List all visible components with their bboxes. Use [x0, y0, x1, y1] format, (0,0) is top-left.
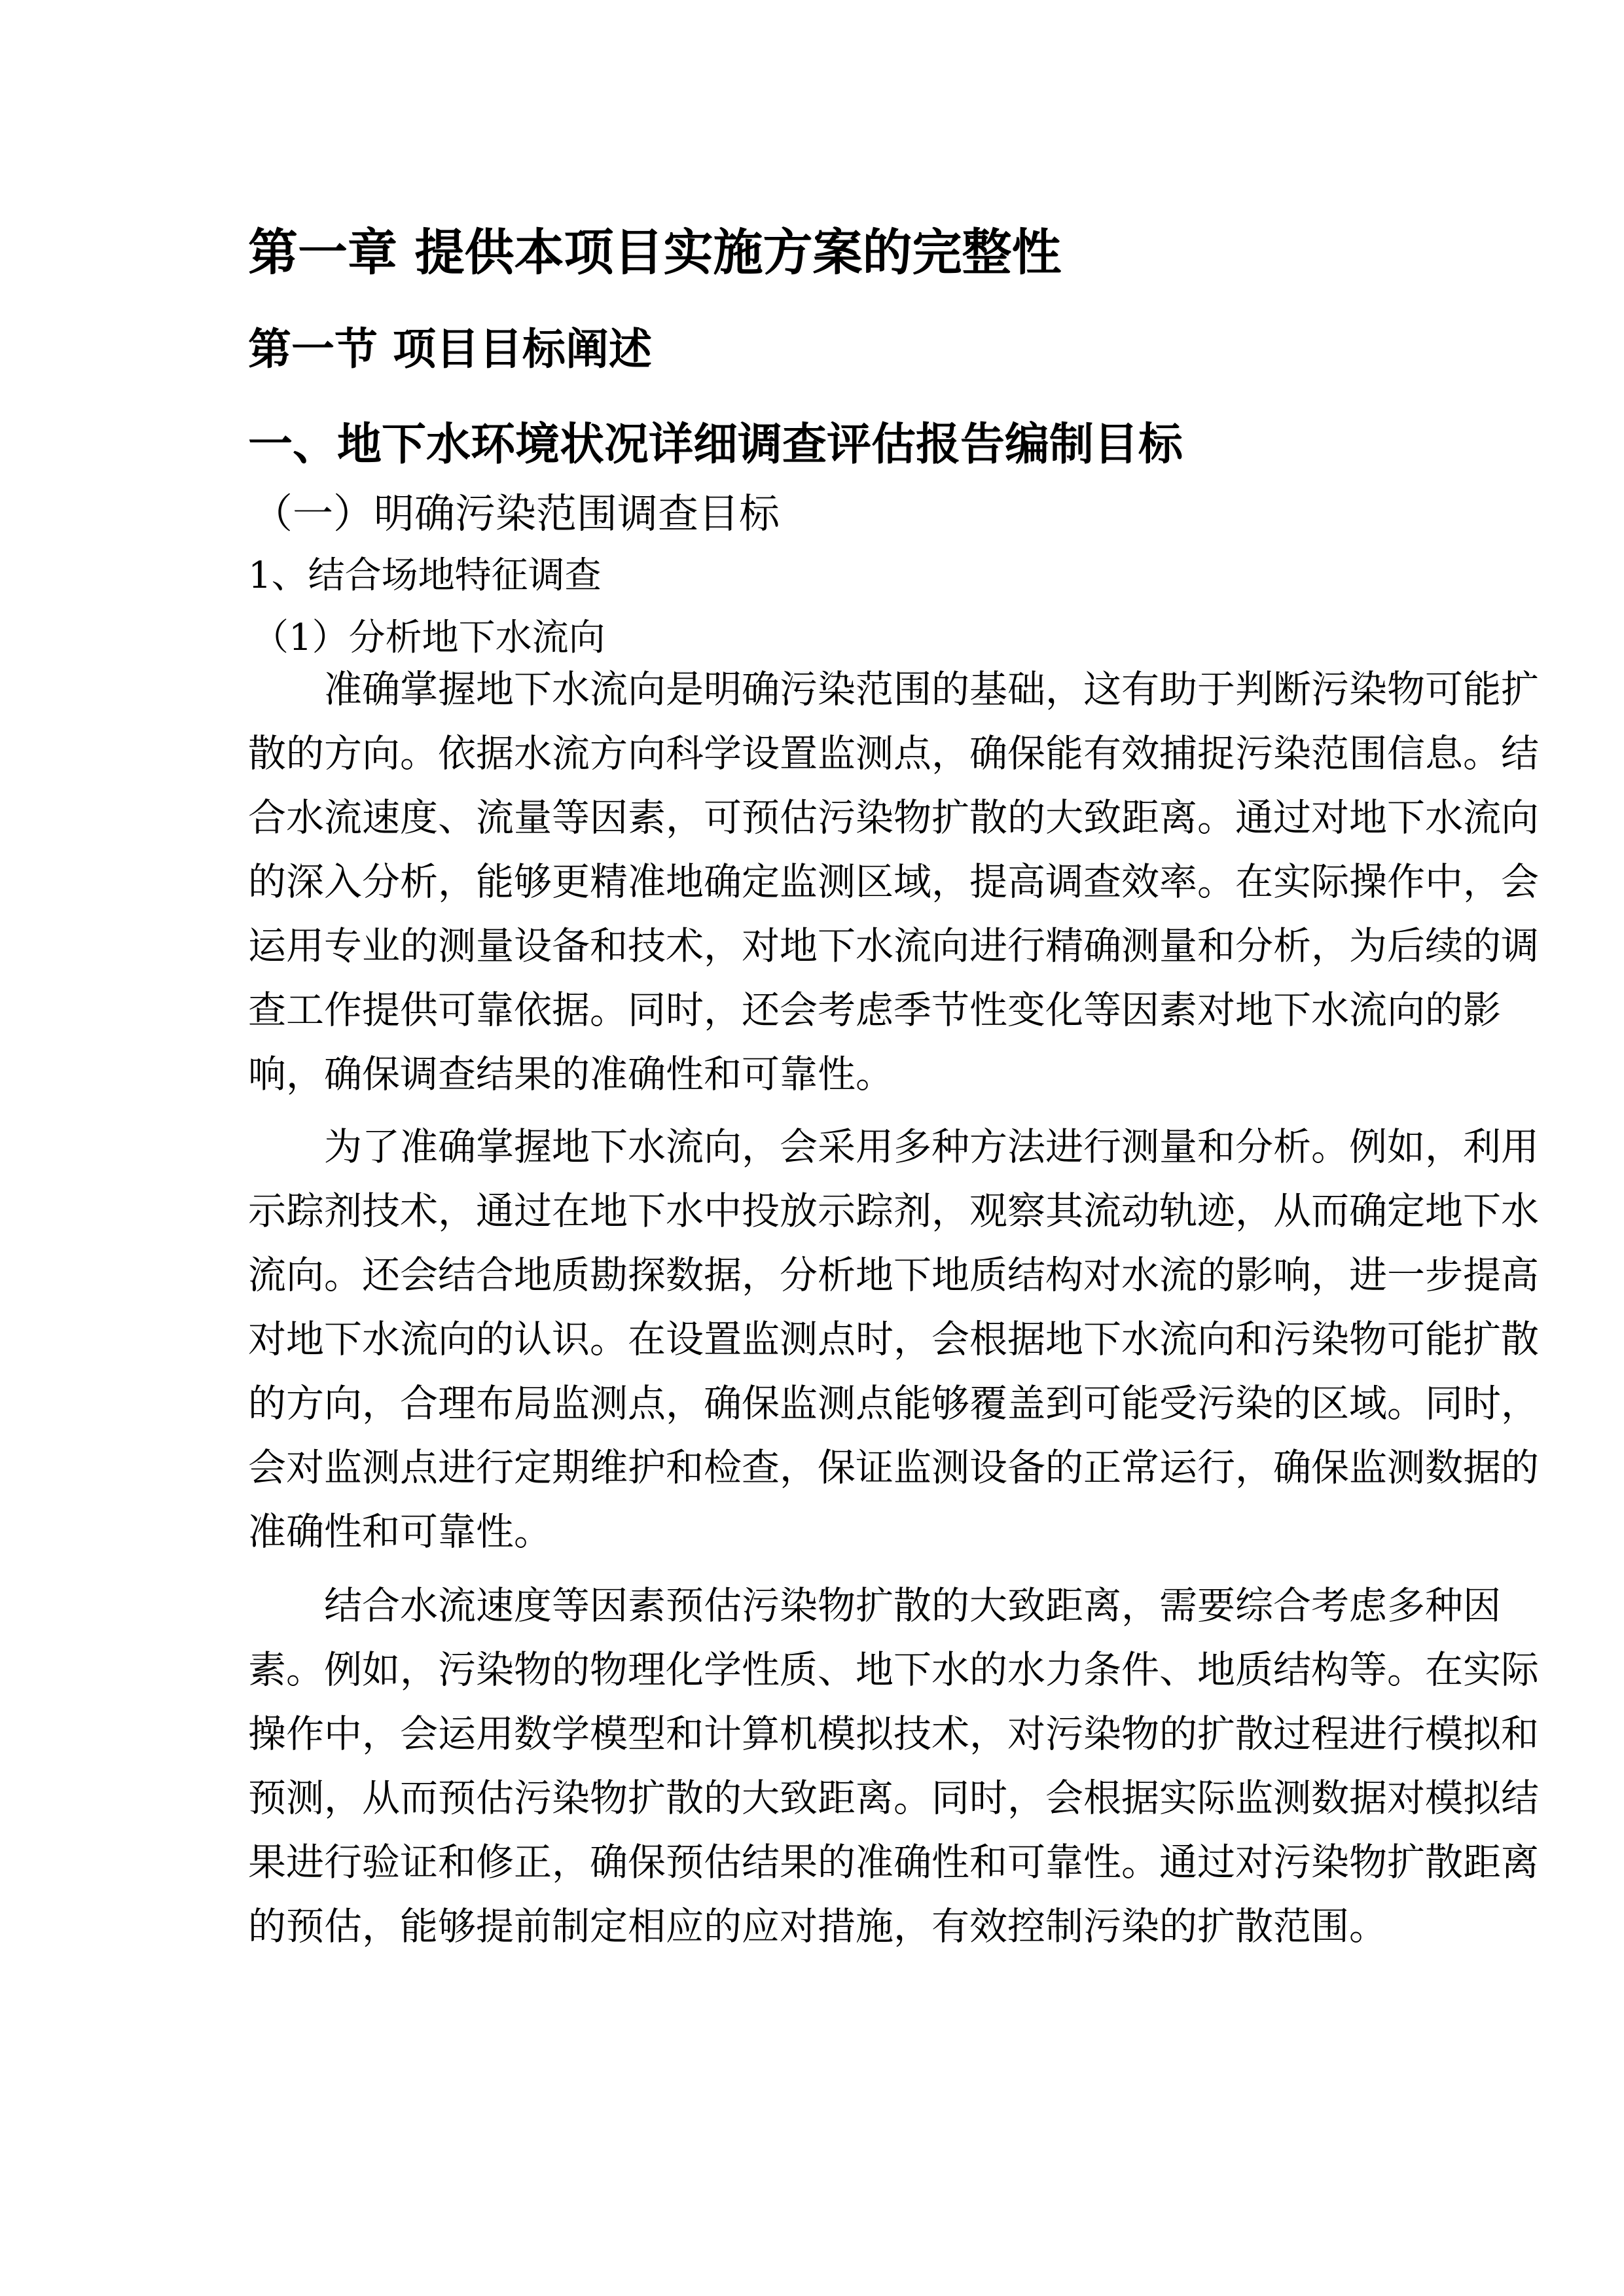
paragraph-line: 示踪剂技术，通过在地下水中投放示踪剂，观察其流动轨迹，从而确定地下水: [248, 1189, 1540, 1233]
paragraph-line: 会对监测点进行定期维护和检查，保证监测设备的正常运行，确保监测数据的: [248, 1445, 1540, 1490]
heading-level-4: （1）分析地下水流向: [252, 617, 605, 659]
paragraph-line: 素。例如，污染物的物理化学性质、地下水的水力条件、地质结构等。在实际: [248, 1647, 1540, 1692]
paragraph-line: 的方向，合理布局监测点，确保监测点能够覆盖到可能受污染的区域。同时，: [248, 1381, 1540, 1426]
paragraph-line: 合水流速度、流量等因素，可预估污染物扩散的大致距离。通过对地下水流向: [248, 795, 1540, 840]
paragraph-line: 为了准确掌握地下水流向，会采用多种方法进行测量和分析。例如，利用: [324, 1124, 1540, 1169]
paragraph-line: 结合水流速度等因素预估污染物扩散的大致距离，需要综合考虑多种因: [324, 1583, 1502, 1628]
paragraph-line: 散的方向。依据水流方向科学设置监测点，确保能有效捕捉污染范围信息。结: [248, 731, 1540, 776]
paragraph-line: 响，确保调查结果的准确性和可靠性。: [248, 1052, 894, 1096]
paragraph-line: 运用专业的测量设备和技术，对地下水流向进行精确测量和分析，为后续的调: [248, 924, 1540, 968]
body-paragraph-2: [248, 1115, 1540, 1564]
heading-level-3: 1、结合场地特征调查: [248, 554, 602, 597]
paragraph-line: 准确掌握地下水流向是明确污染范围的基础，这有助于判断污染物可能扩: [324, 667, 1540, 711]
paragraph-line: 预测，从而预估污染物扩散的大致距离。同时，会根据实际监测数据对模拟结: [248, 1776, 1540, 1820]
heading-level-2: （一）明确污染范围调查目标: [252, 490, 780, 537]
body-paragraph-3: [248, 1573, 1540, 1958]
paragraph-line: 准确性和可靠性。: [248, 1509, 552, 1554]
paragraph-line: 的预估，能够提前制定相应的应对措施，有效控制污染的扩散范围。: [248, 1904, 1388, 1948]
paragraph-line: 操作中，会运用数学模型和计算机模拟技术，对污染物的扩散过程进行模拟和: [248, 1712, 1540, 1756]
heading-level-1: 一、地下水环境状况详细调查评估报告编制目标: [248, 419, 1183, 471]
body-paragraph-1: [248, 657, 1540, 1106]
paragraph-line: 果进行验证和修正，确保预估结果的准确性和可靠性。通过对污染物扩散距离: [248, 1840, 1540, 1884]
paragraph-line: 流向。还会结合地质勘探数据，分析地下地质结构对水流的影响，进一步提高: [248, 1253, 1540, 1297]
chapter-title: 第一章 提供本项目实施方案的完整性: [248, 223, 1062, 281]
section-title: 第一节 项目目标阐述: [248, 324, 652, 374]
paragraph-line: 的深入分析，能够更精准地确定监测区域，提高调查效率。在实际操作中，会: [248, 859, 1540, 904]
paragraph-line: 对地下水流向的认识。在设置监测点时，会根据地下水流向和污染物可能扩散: [248, 1317, 1540, 1361]
paragraph-line: 查工作提供可靠依据。同时，还会考虑季节性变化等因素对地下水流向的影: [248, 988, 1502, 1032]
